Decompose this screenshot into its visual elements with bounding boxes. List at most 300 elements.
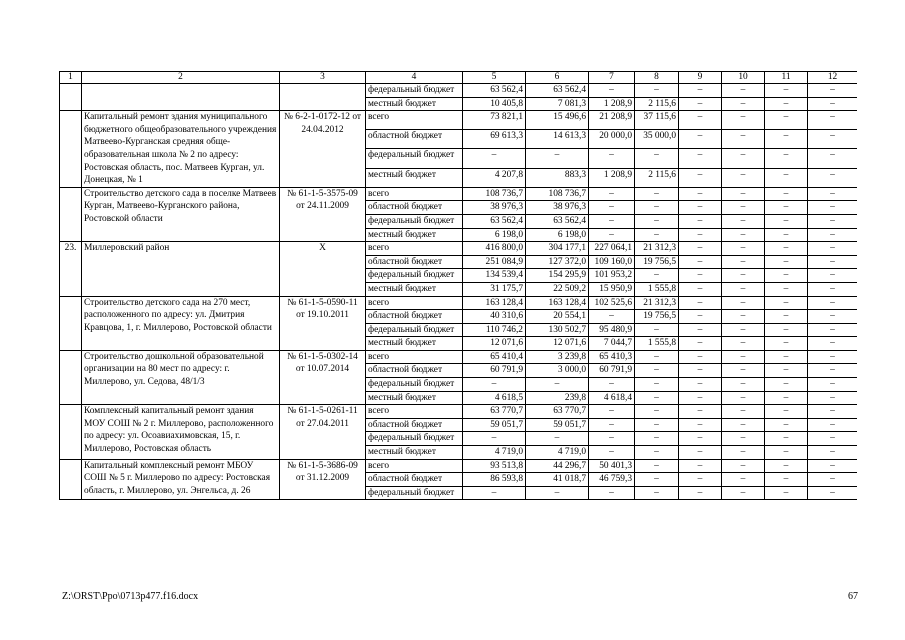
table-row xyxy=(60,242,858,256)
amount-cell: – xyxy=(679,130,722,149)
amount-cell: – xyxy=(808,296,858,310)
funding-source: местный бюджет xyxy=(366,391,463,405)
col-header: 1 xyxy=(60,72,82,84)
amount-cell: – xyxy=(679,391,722,405)
amount-cell: 20 554,1 xyxy=(526,310,589,324)
amount-cell: – xyxy=(765,228,808,242)
amount-cell: 10 405,8 xyxy=(463,97,526,111)
amount-cell: – xyxy=(589,405,635,419)
amount-cell: – xyxy=(635,201,679,215)
amount-cell: – xyxy=(679,432,722,446)
amount-cell: – xyxy=(679,255,722,269)
object-name: Миллеровский район xyxy=(82,242,280,296)
amount-cell: 21 312,3 xyxy=(635,296,679,310)
amount-cell: – xyxy=(679,350,722,364)
amount-cell: – xyxy=(765,168,808,187)
funding-source: местный бюджет xyxy=(366,97,463,111)
amount-cell: – xyxy=(808,201,858,215)
amount-cell: – xyxy=(679,364,722,378)
amount-cell: 102 525,6 xyxy=(589,296,635,310)
table-row xyxy=(60,111,858,130)
amount-cell: 4 618,5 xyxy=(463,391,526,405)
amount-cell: 21 208,9 xyxy=(589,111,635,130)
amount-cell: 63 562,4 xyxy=(526,214,589,228)
amount-cell: – xyxy=(765,337,808,351)
amount-cell: 4 719,0 xyxy=(463,446,526,460)
amount-cell: – xyxy=(765,364,808,378)
amount-cell: 163 128,4 xyxy=(526,296,589,310)
amount-cell: – xyxy=(722,201,765,215)
amount-cell: – xyxy=(589,201,635,215)
amount-cell: – xyxy=(589,486,635,500)
col-header: 9 xyxy=(679,72,722,84)
amount-cell: – xyxy=(463,432,526,446)
amount-cell: – xyxy=(635,187,679,201)
amount-cell: – xyxy=(808,364,858,378)
funding-source: областной бюджет xyxy=(366,364,463,378)
funding-source: федеральный бюджет xyxy=(366,269,463,283)
amount-cell: – xyxy=(722,337,765,351)
col-header: 2 xyxy=(82,72,280,84)
amount-cell: – xyxy=(765,350,808,364)
amount-cell: 227 064,1 xyxy=(589,242,635,256)
funding-source: областной бюджет xyxy=(366,201,463,215)
funding-source: всего xyxy=(366,111,463,130)
amount-cell: – xyxy=(808,350,858,364)
amount-cell: 6 198,0 xyxy=(526,228,589,242)
amount-cell: – xyxy=(765,405,808,419)
amount-cell: – xyxy=(765,459,808,473)
amount-cell: 12 071,6 xyxy=(526,337,589,351)
funding-source: областной бюджет xyxy=(366,310,463,324)
page-number: 67 xyxy=(848,591,858,602)
amount-cell: – xyxy=(679,228,722,242)
amount-cell: 63 562,4 xyxy=(463,84,526,98)
col-header: 12 xyxy=(808,72,858,84)
amount-cell: – xyxy=(722,310,765,324)
object-name: Строительство детского сада в поселке Матвеев Курган, Матвеево-Курганского района, Ростовской области xyxy=(82,187,280,241)
file-path: Z:\ORST\Ppo\0713p477.f16.docx xyxy=(62,591,199,602)
amount-cell: – xyxy=(722,130,765,149)
amount-cell: 60 791,9 xyxy=(463,364,526,378)
amount-cell: – xyxy=(679,446,722,460)
funding-source: областной бюджет xyxy=(366,130,463,149)
amount-cell: – xyxy=(679,269,722,283)
amount-cell: – xyxy=(589,228,635,242)
amount-cell: – xyxy=(722,350,765,364)
amount-cell: – xyxy=(722,432,765,446)
amount-cell: – xyxy=(722,269,765,283)
col-header: 10 xyxy=(722,72,765,84)
amount-cell: – xyxy=(722,446,765,460)
amount-cell: – xyxy=(679,473,722,487)
amount-cell: 37 115,6 xyxy=(635,111,679,130)
amount-cell: – xyxy=(463,149,526,168)
row-number xyxy=(60,111,82,188)
funding-source: местный бюджет xyxy=(366,228,463,242)
amount-cell: 59 051,7 xyxy=(526,418,589,432)
amount-cell: – xyxy=(765,111,808,130)
row-number xyxy=(60,350,82,404)
funding-source: всего xyxy=(366,350,463,364)
funding-source: федеральный бюджет xyxy=(366,323,463,337)
amount-cell: – xyxy=(765,282,808,296)
amount-cell: 3 000,0 xyxy=(526,364,589,378)
amount-cell: 19 756,5 xyxy=(635,310,679,324)
funding-source: местный бюджет xyxy=(366,168,463,187)
col-header: 8 xyxy=(635,72,679,84)
amount-cell: – xyxy=(722,282,765,296)
amount-cell: – xyxy=(765,296,808,310)
amount-cell: – xyxy=(589,432,635,446)
amount-cell: – xyxy=(679,282,722,296)
amount-cell: – xyxy=(765,418,808,432)
amount-cell: 20 000,0 xyxy=(589,130,635,149)
amount-cell: – xyxy=(635,364,679,378)
amount-cell: – xyxy=(635,269,679,283)
funding-source: местный бюджет xyxy=(366,282,463,296)
amount-cell: 15 496,6 xyxy=(526,111,589,130)
amount-cell: – xyxy=(589,310,635,324)
amount-cell: – xyxy=(808,84,858,98)
funding-source: всего xyxy=(366,242,463,256)
amount-cell: – xyxy=(463,378,526,392)
amount-cell: – xyxy=(679,323,722,337)
amount-cell: 41 018,7 xyxy=(526,473,589,487)
amount-cell: – xyxy=(722,486,765,500)
amount-cell: 304 177,1 xyxy=(526,242,589,256)
amount-cell: 3 239,8 xyxy=(526,350,589,364)
amount-cell: 251 084,9 xyxy=(463,255,526,269)
amount-cell: – xyxy=(765,97,808,111)
amount-cell: 31 175,7 xyxy=(463,282,526,296)
row-number xyxy=(60,296,82,350)
amount-cell: 65 410,3 xyxy=(589,350,635,364)
amount-cell: – xyxy=(722,323,765,337)
amount-cell: – xyxy=(808,310,858,324)
amount-cell: – xyxy=(635,473,679,487)
amount-cell: – xyxy=(679,97,722,111)
amount-cell: 108 736,7 xyxy=(526,187,589,201)
amount-cell: – xyxy=(808,405,858,419)
funding-source: федеральный бюджет xyxy=(366,214,463,228)
amount-cell: – xyxy=(722,228,765,242)
amount-cell: – xyxy=(765,255,808,269)
amount-cell: – xyxy=(635,228,679,242)
amount-cell: 63 770,7 xyxy=(463,405,526,419)
amount-cell: – xyxy=(765,130,808,149)
amount-cell: – xyxy=(589,214,635,228)
amount-cell: – xyxy=(589,187,635,201)
document-number: № 6-2-1-0172-12 от 24.04.2012 xyxy=(280,111,366,188)
amount-cell: – xyxy=(765,187,808,201)
amount-cell: – xyxy=(722,168,765,187)
amount-cell: – xyxy=(808,130,858,149)
amount-cell: 239,8 xyxy=(526,391,589,405)
amount-cell: – xyxy=(635,405,679,419)
amount-cell: – xyxy=(765,378,808,392)
funding-source: областной бюджет xyxy=(366,418,463,432)
object-name: Строительство детского сада на 270 мест, расположенного по адресу: ул. Дмитрия Кравцова, 1, г. Миллерово, Ростовской области xyxy=(82,296,280,350)
amount-cell: – xyxy=(589,418,635,432)
amount-cell: – xyxy=(635,446,679,460)
amount-cell: 95 480,9 xyxy=(589,323,635,337)
amount-cell: 154 295,9 xyxy=(526,269,589,283)
amount-cell: – xyxy=(589,446,635,460)
amount-cell: – xyxy=(679,111,722,130)
amount-cell: – xyxy=(722,391,765,405)
funding-source: федеральный бюджет xyxy=(366,149,463,168)
object-name: Строительство дошкольной образовательной организации на 80 мест по адресу: г. Миллерово, ул. Седова, 48/1/3 xyxy=(82,350,280,404)
amount-cell: 163 128,4 xyxy=(463,296,526,310)
amount-cell: – xyxy=(765,84,808,98)
amount-cell: 19 756,5 xyxy=(635,255,679,269)
amount-cell: – xyxy=(679,459,722,473)
amount-cell: – xyxy=(722,473,765,487)
amount-cell: 65 410,4 xyxy=(463,350,526,364)
amount-cell: 110 746,2 xyxy=(463,323,526,337)
amount-cell: – xyxy=(526,378,589,392)
amount-cell: – xyxy=(808,391,858,405)
amount-cell: 44 296,7 xyxy=(526,459,589,473)
amount-cell: 4 719,0 xyxy=(526,446,589,460)
amount-cell: – xyxy=(635,391,679,405)
amount-cell: 7 081,3 xyxy=(526,97,589,111)
funding-source: всего xyxy=(366,296,463,310)
amount-cell: 59 051,7 xyxy=(463,418,526,432)
amount-cell: 15 950,9 xyxy=(589,282,635,296)
amount-cell: – xyxy=(679,201,722,215)
object-name: Капитальный ремонт здания муниципального бюджетного общеобразовательного учреждения Матвеево-Курганская средняя обще-образовательная школа № 2 по адресу: Ростовская область, пос. Матвеев Курган, ул. Донецкая, № 1 xyxy=(82,111,280,188)
amount-cell: 1 208,9 xyxy=(589,168,635,187)
amount-cell: – xyxy=(679,418,722,432)
page-footer xyxy=(62,590,858,604)
amount-cell: – xyxy=(808,149,858,168)
amount-cell: – xyxy=(808,228,858,242)
amount-cell: – xyxy=(635,459,679,473)
document-number: № 61-1-5-0590-11 от 19.10.2011 xyxy=(280,296,366,350)
table-body xyxy=(60,84,858,500)
amount-cell: 63 770,7 xyxy=(526,405,589,419)
amount-cell: – xyxy=(635,84,679,98)
amount-cell: 12 071,6 xyxy=(463,337,526,351)
amount-cell: – xyxy=(765,432,808,446)
amount-cell: 63 562,4 xyxy=(463,214,526,228)
amount-cell: – xyxy=(765,391,808,405)
amount-cell: – xyxy=(589,84,635,98)
amount-cell: 73 821,1 xyxy=(463,111,526,130)
table-row xyxy=(60,187,858,201)
amount-cell: – xyxy=(679,310,722,324)
table-row xyxy=(60,84,858,98)
amount-cell: – xyxy=(808,187,858,201)
funding-source: федеральный бюджет xyxy=(366,432,463,446)
col-header: 4 xyxy=(366,72,463,84)
amount-cell: – xyxy=(679,296,722,310)
funding-source: всего xyxy=(366,405,463,419)
amount-cell: 7 044,7 xyxy=(589,337,635,351)
amount-cell: – xyxy=(765,269,808,283)
amount-cell: – xyxy=(722,405,765,419)
amount-cell: – xyxy=(765,149,808,168)
funding-source: федеральный бюджет xyxy=(366,84,463,98)
amount-cell: – xyxy=(635,214,679,228)
amount-cell: – xyxy=(722,255,765,269)
document-number: № 61-1-5-0302-14 от 10.07.2014 xyxy=(280,350,366,404)
table-row xyxy=(60,296,858,310)
col-header: 6 xyxy=(526,72,589,84)
row-number xyxy=(60,84,82,111)
amount-cell: – xyxy=(808,97,858,111)
amount-cell: – xyxy=(765,214,808,228)
object-name: Капитальный комплексный ремонт МБОУ СОШ № 5 г. Миллерово по адресу: Ростовская область, г. Миллерово, ул. Энгельса, д. 26 xyxy=(82,459,280,500)
amount-cell: – xyxy=(526,149,589,168)
amount-cell: – xyxy=(635,432,679,446)
amount-cell: – xyxy=(722,364,765,378)
amount-cell: – xyxy=(526,432,589,446)
amount-cell: – xyxy=(635,418,679,432)
amount-cell: – xyxy=(679,337,722,351)
budget-table xyxy=(59,71,857,500)
amount-cell: – xyxy=(808,337,858,351)
amount-cell: – xyxy=(808,378,858,392)
amount-cell: – xyxy=(765,310,808,324)
amount-cell: – xyxy=(679,84,722,98)
amount-cell: 4 618,4 xyxy=(589,391,635,405)
funding-source: всего xyxy=(366,459,463,473)
row-number xyxy=(60,405,82,459)
object-name xyxy=(82,84,280,111)
amount-cell: 134 539,4 xyxy=(463,269,526,283)
amount-cell: – xyxy=(765,242,808,256)
funding-source: федеральный бюджет xyxy=(366,378,463,392)
amount-cell: – xyxy=(765,473,808,487)
funding-source: местный бюджет xyxy=(366,446,463,460)
object-name: Комплексный капитальный ремонт здания МОУ СОШ № 2 г. Миллерово, расположенного по адресу: ул. Осоавиахимовская, 15, г. Миллерово, Ростовская область xyxy=(82,405,280,459)
amount-cell: – xyxy=(679,242,722,256)
amount-cell: 38 976,3 xyxy=(463,201,526,215)
amount-cell: – xyxy=(808,214,858,228)
amount-cell: 2 115,6 xyxy=(635,168,679,187)
amount-cell: 1 208,9 xyxy=(589,97,635,111)
amount-cell: 883,3 xyxy=(526,168,589,187)
amount-cell: – xyxy=(679,378,722,392)
col-header: 5 xyxy=(463,72,526,84)
amount-cell: 101 953,2 xyxy=(589,269,635,283)
amount-cell: – xyxy=(808,168,858,187)
funding-source: всего xyxy=(366,187,463,201)
amount-cell: – xyxy=(679,149,722,168)
amount-cell: 109 160,0 xyxy=(589,255,635,269)
amount-cell: – xyxy=(589,378,635,392)
row-number: 23. xyxy=(60,242,82,296)
amount-cell: – xyxy=(808,323,858,337)
amount-cell: 21 312,3 xyxy=(635,242,679,256)
amount-cell: 60 791,9 xyxy=(589,364,635,378)
amount-cell: – xyxy=(722,296,765,310)
column-number-row xyxy=(60,72,858,84)
amount-cell: 69 613,3 xyxy=(463,130,526,149)
amount-cell: – xyxy=(635,323,679,337)
amount-cell: 86 593,8 xyxy=(463,473,526,487)
amount-cell: – xyxy=(635,486,679,500)
row-number xyxy=(60,459,82,500)
document-page xyxy=(59,71,857,581)
amount-cell: – xyxy=(808,255,858,269)
amount-cell: 416 800,0 xyxy=(463,242,526,256)
amount-cell: 1 555,8 xyxy=(635,282,679,296)
document-number: Х xyxy=(280,242,366,296)
funding-source: областной бюджет xyxy=(366,473,463,487)
amount-cell: – xyxy=(635,378,679,392)
table-row xyxy=(60,459,858,473)
amount-cell: – xyxy=(679,214,722,228)
document-number: № 61-1-5-3686-09 от 31.12.2009 xyxy=(280,459,366,500)
amount-cell: – xyxy=(722,242,765,256)
document-number xyxy=(280,84,366,111)
document-number: № 61-1-5-3575-09 от 24.11.2009 xyxy=(280,187,366,241)
amount-cell: – xyxy=(635,149,679,168)
amount-cell: – xyxy=(526,486,589,500)
amount-cell: – xyxy=(808,486,858,500)
amount-cell: – xyxy=(808,111,858,130)
amount-cell: – xyxy=(679,486,722,500)
amount-cell: – xyxy=(722,378,765,392)
amount-cell: – xyxy=(722,214,765,228)
amount-cell: 22 509,2 xyxy=(526,282,589,296)
funding-source: местный бюджет xyxy=(366,337,463,351)
amount-cell: – xyxy=(765,486,808,500)
amount-cell: – xyxy=(463,486,526,500)
document-number: № 61-1-5-0261-11 от 27.04.2011 xyxy=(280,405,366,459)
amount-cell: – xyxy=(589,149,635,168)
amount-cell: – xyxy=(808,432,858,446)
table-row xyxy=(60,405,858,419)
col-header: 3 xyxy=(280,72,366,84)
amount-cell: 4 207,8 xyxy=(463,168,526,187)
amount-cell: – xyxy=(808,269,858,283)
amount-cell: 130 502,7 xyxy=(526,323,589,337)
amount-cell: 108 736,7 xyxy=(463,187,526,201)
amount-cell: – xyxy=(808,242,858,256)
amount-cell: – xyxy=(679,187,722,201)
amount-cell: 46 759,3 xyxy=(589,473,635,487)
amount-cell: – xyxy=(765,201,808,215)
amount-cell: – xyxy=(722,418,765,432)
amount-cell: 50 401,3 xyxy=(589,459,635,473)
amount-cell: – xyxy=(679,405,722,419)
table-row xyxy=(60,350,858,364)
amount-cell: 93 513,8 xyxy=(463,459,526,473)
amount-cell: – xyxy=(808,446,858,460)
col-header: 7 xyxy=(589,72,635,84)
amount-cell: – xyxy=(722,84,765,98)
row-number xyxy=(60,187,82,241)
funding-source: федеральный бюджет xyxy=(366,486,463,500)
amount-cell: 38 976,3 xyxy=(526,201,589,215)
amount-cell: 63 562,4 xyxy=(526,84,589,98)
amount-cell: 127 372,0 xyxy=(526,255,589,269)
funding-source: областной бюджет xyxy=(366,255,463,269)
amount-cell: – xyxy=(765,323,808,337)
amount-cell: – xyxy=(722,149,765,168)
amount-cell: 14 613,3 xyxy=(526,130,589,149)
amount-cell: 40 310,6 xyxy=(463,310,526,324)
amount-cell: – xyxy=(808,459,858,473)
amount-cell: 2 115,6 xyxy=(635,97,679,111)
amount-cell: – xyxy=(808,473,858,487)
amount-cell: – xyxy=(722,111,765,130)
